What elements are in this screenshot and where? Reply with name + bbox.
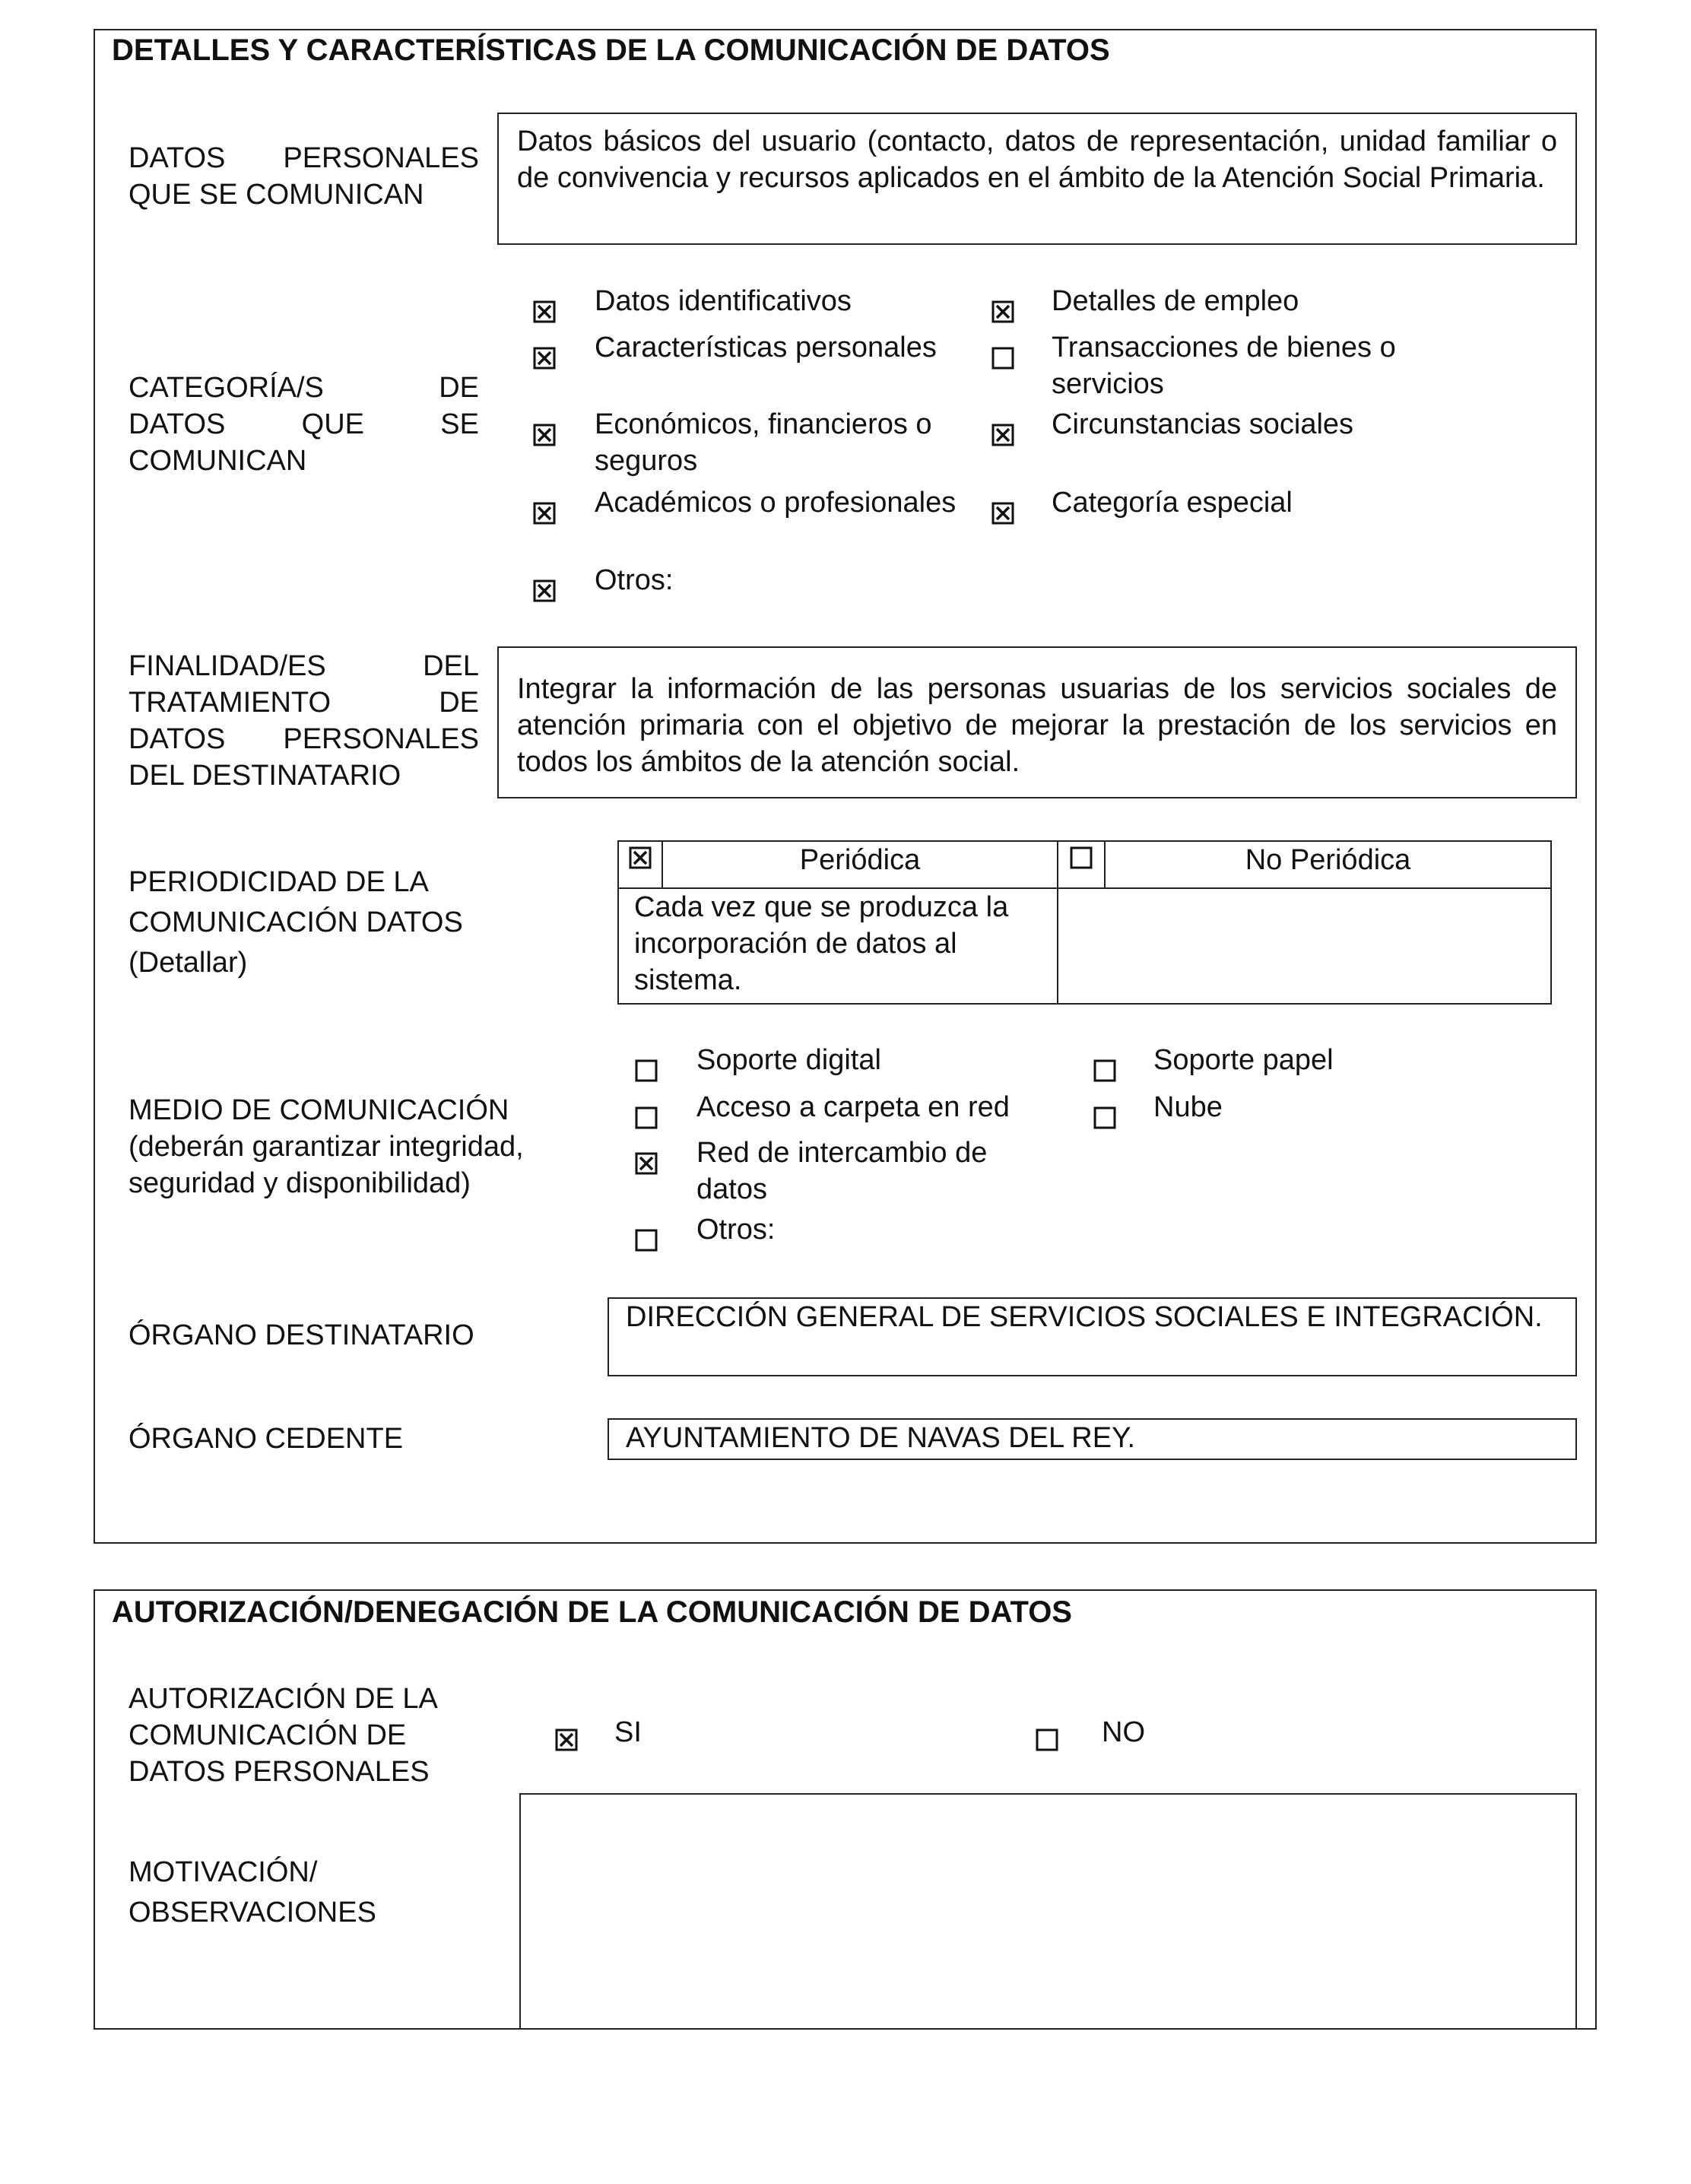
label-line: DATOS PERSONALES xyxy=(128,1756,430,1788)
finalidad-field[interactable] xyxy=(497,646,1577,798)
datos-personales-field[interactable] xyxy=(497,113,1577,245)
label-line: DEL DESTINATARIO xyxy=(128,760,401,792)
checkbox-label: Detalles de empleo xyxy=(1052,285,1299,317)
checked-box-icon xyxy=(533,347,556,370)
medio-label xyxy=(128,1092,524,1202)
no-checkbox[interactable] xyxy=(1036,1726,1058,1749)
checkbox-label: Soporte papel xyxy=(1153,1044,1334,1076)
checkbox[interactable] xyxy=(991,344,1014,367)
checkbox-label: Categoría especial xyxy=(1052,487,1293,519)
autorizacion-label xyxy=(128,1681,438,1790)
label-line: DATOS PERSONALES xyxy=(128,142,479,174)
empty-box-icon xyxy=(635,1059,658,1082)
organo-destinatario-label: ÓRGANO DESTINATARIO xyxy=(128,1319,474,1351)
label-line: seguridad y disponibilidad) xyxy=(128,1167,471,1199)
empty-box-icon xyxy=(635,1106,658,1129)
checkbox[interactable] xyxy=(533,298,556,321)
checkbox-label: Datos identificativos xyxy=(595,285,852,317)
checkbox[interactable] xyxy=(533,577,556,600)
checkbox-label: Nube xyxy=(1153,1091,1223,1123)
finalidad-label xyxy=(128,648,479,794)
checkbox[interactable] xyxy=(635,1227,658,1249)
checkbox[interactable] xyxy=(991,298,1014,321)
checked-box-icon xyxy=(533,424,556,446)
checkbox-label: Transacciones de bienes o servicios xyxy=(1052,332,1396,400)
si-checkbox[interactable] xyxy=(555,1726,578,1749)
label-line: MEDIO DE COMUNICACIÓN xyxy=(128,1094,509,1126)
checked-box-icon xyxy=(555,1728,578,1751)
label-line: PERIODICIDAD DE LA xyxy=(128,866,429,898)
categorias-label xyxy=(128,370,479,479)
empty-box-icon xyxy=(1093,1106,1116,1129)
checked-box-icon xyxy=(991,424,1014,446)
periodicidad-label xyxy=(128,862,463,983)
checkbox[interactable] xyxy=(533,500,556,522)
checkbox-label: Red de intercambio de datos xyxy=(696,1137,988,1205)
checkbox-label: Académicos o profesionales xyxy=(595,487,957,519)
periodica-label: Periódica xyxy=(662,841,1058,888)
label-line: (Detallar) xyxy=(128,947,248,979)
authorization-section-title: AUTORIZACIÓN/DENEGACIÓN DE LA COMUNICACIÓN DE DATOS xyxy=(112,1595,1072,1629)
empty-box-icon xyxy=(1036,1728,1058,1751)
checked-box-icon xyxy=(635,1152,658,1175)
checkbox-label: Económicos, financieros o seguros xyxy=(595,408,932,477)
organo-cedente-value: AYUNTAMIENTO DE NAVAS DEL REY. xyxy=(626,1422,1136,1454)
checked-box-icon xyxy=(533,300,556,323)
checked-box-icon xyxy=(991,502,1014,525)
checkbox-label: Soporte digital xyxy=(696,1044,881,1076)
details-section-title: DETALLES Y CARACTERÍSTICAS DE LA COMUNICACIÓN DE DATOS xyxy=(112,33,1110,67)
label-line: AUTORIZACIÓN DE LA xyxy=(128,1683,438,1715)
periodicidad-table xyxy=(617,840,1552,1005)
empty-box-icon xyxy=(1093,1059,1116,1082)
empty-box-icon xyxy=(635,1229,658,1252)
motivacion-label xyxy=(128,1852,376,1933)
label-line: DATOS QUE SE xyxy=(128,408,479,440)
periodica-checkbox[interactable] xyxy=(618,841,662,888)
checked-box-icon xyxy=(991,300,1014,323)
checkbox-label: Otros: xyxy=(696,1214,776,1246)
checkbox[interactable] xyxy=(1093,1104,1116,1127)
no-periodica-label: No Periódica xyxy=(1105,841,1551,888)
label-line: DATOS PERSONALES xyxy=(128,723,479,755)
empty-box-icon xyxy=(1070,846,1093,869)
label-line: COMUNICACIÓN DATOS xyxy=(128,906,463,938)
motivacion-field[interactable] xyxy=(519,1793,1577,2030)
checkbox[interactable] xyxy=(533,344,556,367)
datos-personales-label xyxy=(128,140,479,213)
checked-box-icon xyxy=(629,846,652,869)
no-periodica-detail[interactable] xyxy=(1058,888,1551,1004)
datos-personales-value: Datos básicos del usuario (contacto, datos de representación, unidad familiar o de convivencia y recursos aplicados en el ámbito de la Atención Social Primaria. xyxy=(517,125,1557,194)
checkbox[interactable] xyxy=(991,500,1014,522)
no-label: NO xyxy=(1102,1716,1145,1748)
checked-box-icon xyxy=(533,579,556,602)
checkbox-label: Características personales xyxy=(595,332,937,363)
organo-destinatario-field[interactable] xyxy=(608,1297,1577,1376)
checkbox[interactable] xyxy=(991,421,1014,444)
label-line: (deberán garantizar integridad, xyxy=(128,1131,524,1163)
label-line: FINALIDAD/ES DEL xyxy=(128,650,479,682)
label-line: COMUNICACIÓN DE xyxy=(128,1719,407,1751)
checked-box-icon xyxy=(533,502,556,525)
label-line: QUE SE COMUNICAN xyxy=(128,179,424,211)
periodica-detail[interactable]: Cada vez que se produzca la incorporación de datos al sistema. xyxy=(618,888,1058,1004)
finalidad-value: Integrar la información de las personas usuarias de los servicios sociales de atención primaria con el objetivo de mejorar la prestación de los servicios en todos los ámbitos de la atención social. xyxy=(517,673,1557,778)
checkbox-label: Circunstancias sociales xyxy=(1052,408,1354,440)
checkbox[interactable] xyxy=(635,1057,658,1080)
label-line: MOTIVACIÓN/ xyxy=(128,1856,318,1888)
checkbox[interactable] xyxy=(1093,1057,1116,1080)
checkbox[interactable] xyxy=(533,421,556,444)
checkbox[interactable] xyxy=(635,1104,658,1127)
label-line: COMUNICAN xyxy=(128,445,307,477)
checkbox[interactable] xyxy=(635,1150,658,1173)
organo-destinatario-value: DIRECCIÓN GENERAL DE SERVICIOS SOCIALES E INTEGRACIÓN. xyxy=(626,1301,1543,1333)
label-line: TRATAMIENTO DE xyxy=(128,687,479,719)
organo-cedente-field[interactable] xyxy=(608,1418,1577,1460)
empty-box-icon xyxy=(991,347,1014,370)
checkbox-label: Acceso a carpeta en red xyxy=(696,1091,1010,1123)
label-line: OBSERVACIONES xyxy=(128,1897,376,1928)
checkbox-label: Otros: xyxy=(595,564,674,596)
no-periodica-checkbox[interactable] xyxy=(1058,841,1105,888)
organo-cedente-label: ÓRGANO CEDENTE xyxy=(128,1423,404,1455)
si-label: SI xyxy=(614,1716,642,1748)
label-line: CATEGORÍA/S DE xyxy=(128,372,479,404)
